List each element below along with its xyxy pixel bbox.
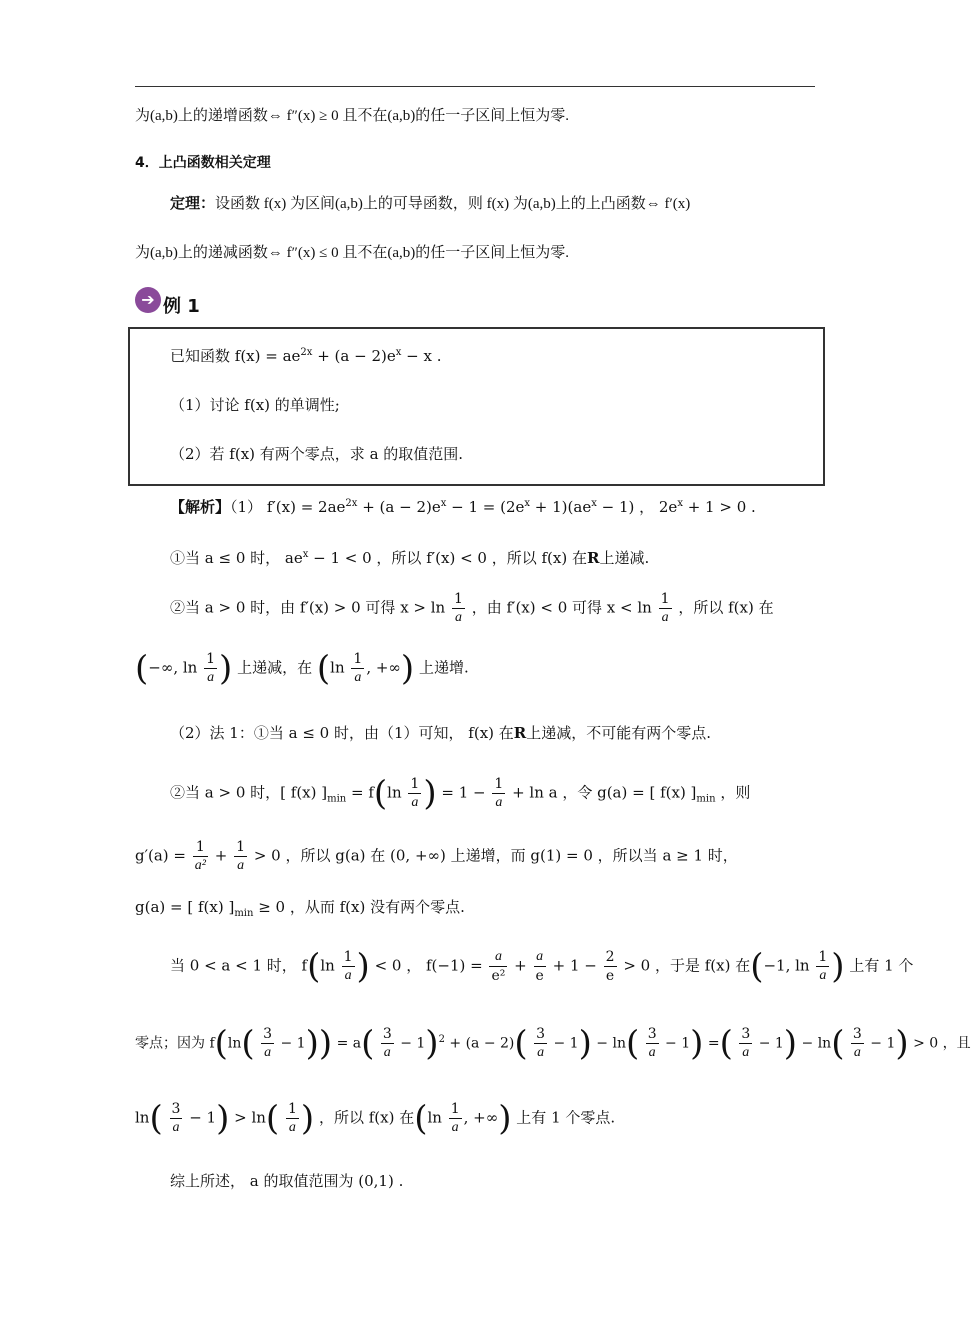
arrow-right-icon: ➔ — [135, 287, 161, 313]
header-rule — [135, 86, 815, 87]
problem-line-3: （2）若 f(x) 有两个零点，求 a 的取值范围. — [170, 445, 464, 463]
solution-line-9: 当 0 < a < 1 时， f(ln $\frac{1}{a}$ ) < 0 ， f(−1) = $\frac{a}{\text{e²}}$ + $\frac{a}{e}$ + 1 − $\frac{2}{e}$ > 0 ，于是 f(x) 在(−1, ln $\frac{1}{a}$ ) 上有 1 个 — [170, 946, 914, 987]
problem-line-2: （1）讨论 f(x) 的单调性; — [170, 396, 340, 414]
theorem-line-1: 为(a,b)上的递增函数⇔ f″(x) ≥ 0 且不在(a,b)的任一子区间上恒为零. — [135, 108, 570, 124]
section-heading: 4．上凸函数相关定理 — [135, 155, 271, 171]
example-title: 例 1 — [163, 296, 200, 317]
solution-line-4: (−∞, ln $\frac{1}{a}$ ) 上递减，在 (ln $\frac{1}{a}$ , +∞) 上递增. — [135, 648, 469, 689]
theorem-line-2: 定理：设函数 f(x) 为区间(a,b)上的可导函数，则 f(x) 为(a,b)上的上凸函数⇔ f′(x) — [170, 194, 691, 212]
solution-line-2: ①当 a ≤ 0 时， $ae^x - 1 < 0$ ，所以 f′(x) < 0 ，所以 f(x) 在R上递减. — [170, 549, 650, 567]
solution-line-3: ②当 a > 0 时，由 f′(x) > 0 可得 x > ln $\frac{1}{a}$ ，由 f′(x) < 0 可得 x < ln $\frac{1}{a}$ ，所以 f(x) 在 — [170, 591, 774, 625]
solution-line-10: 零点；因为 f(ln( $\frac{3}{a}$ − 1)) = a( $\frac{3}{a}$ − 1)$^2$ + (a − 2)( $\frac{3}{a}$ − 1) − ln( $\frac{3}{a}$ − 1) =( $\frac{3}{a}$ − 1) − ln( $\frac{3}{a}$ − 1) > 0 ，且 — [135, 1023, 971, 1064]
theorem-line-3: 为(a,b)上的递减函数⇔ f″(x) ≤ 0 且不在(a,b)的任一子区间上恒为零. — [135, 245, 570, 261]
solution-line-11: ln( $\frac{3}{a}$ − 1) > ln( $\frac{1}{a}$ ) ，所以 f(x) 在(ln $\frac{1}{a}$ , +∞) 上有 1 个零点. — [135, 1098, 616, 1139]
solution-line-8: g(a) = [ f(x) ]$_{min} \ge 0$ ，从而 f(x) 没有两个零点. — [135, 898, 465, 919]
problem-line-1: 已知函数 $f(x) = ae^{2x} + (a - 2)e^x - x$ . — [170, 347, 442, 365]
solution-line-5: （2）法 1：①当 a ≤ 0 时，由（1）可知， f(x) 在R上递减，不可能有两个零点. — [170, 724, 712, 742]
solution-line-7: g′(a) = $\frac{1}{\text{a²}}$ + $\frac{1}{a}$ > 0 ，所以 g(a) 在 (0, +∞) 上递增，而 g(1) = 0 ，所以当 a ≥ 1 时， — [135, 839, 738, 873]
solution-line-6: ②当 a > 0 时，[ f(x) ]$_{min} = f(\ln$ $\frac{1}{a}$ ) = 1 − $\frac{1}{a}$ + ln a ，令 g(a) = [ f(x) ]$_{min}$ ，则 — [170, 773, 751, 814]
solution-line-1: 【解析】（1） $f'(x) = 2ae^{2x} + (a - 2)e^x - 1 = (2e^x + 1)(ae^x - 1)$ ， $2e^x + 1 > 0$ . — [170, 498, 756, 516]
conclusion-line: 综上所述， a 的取值范围为 (0,1) . — [170, 1172, 404, 1190]
